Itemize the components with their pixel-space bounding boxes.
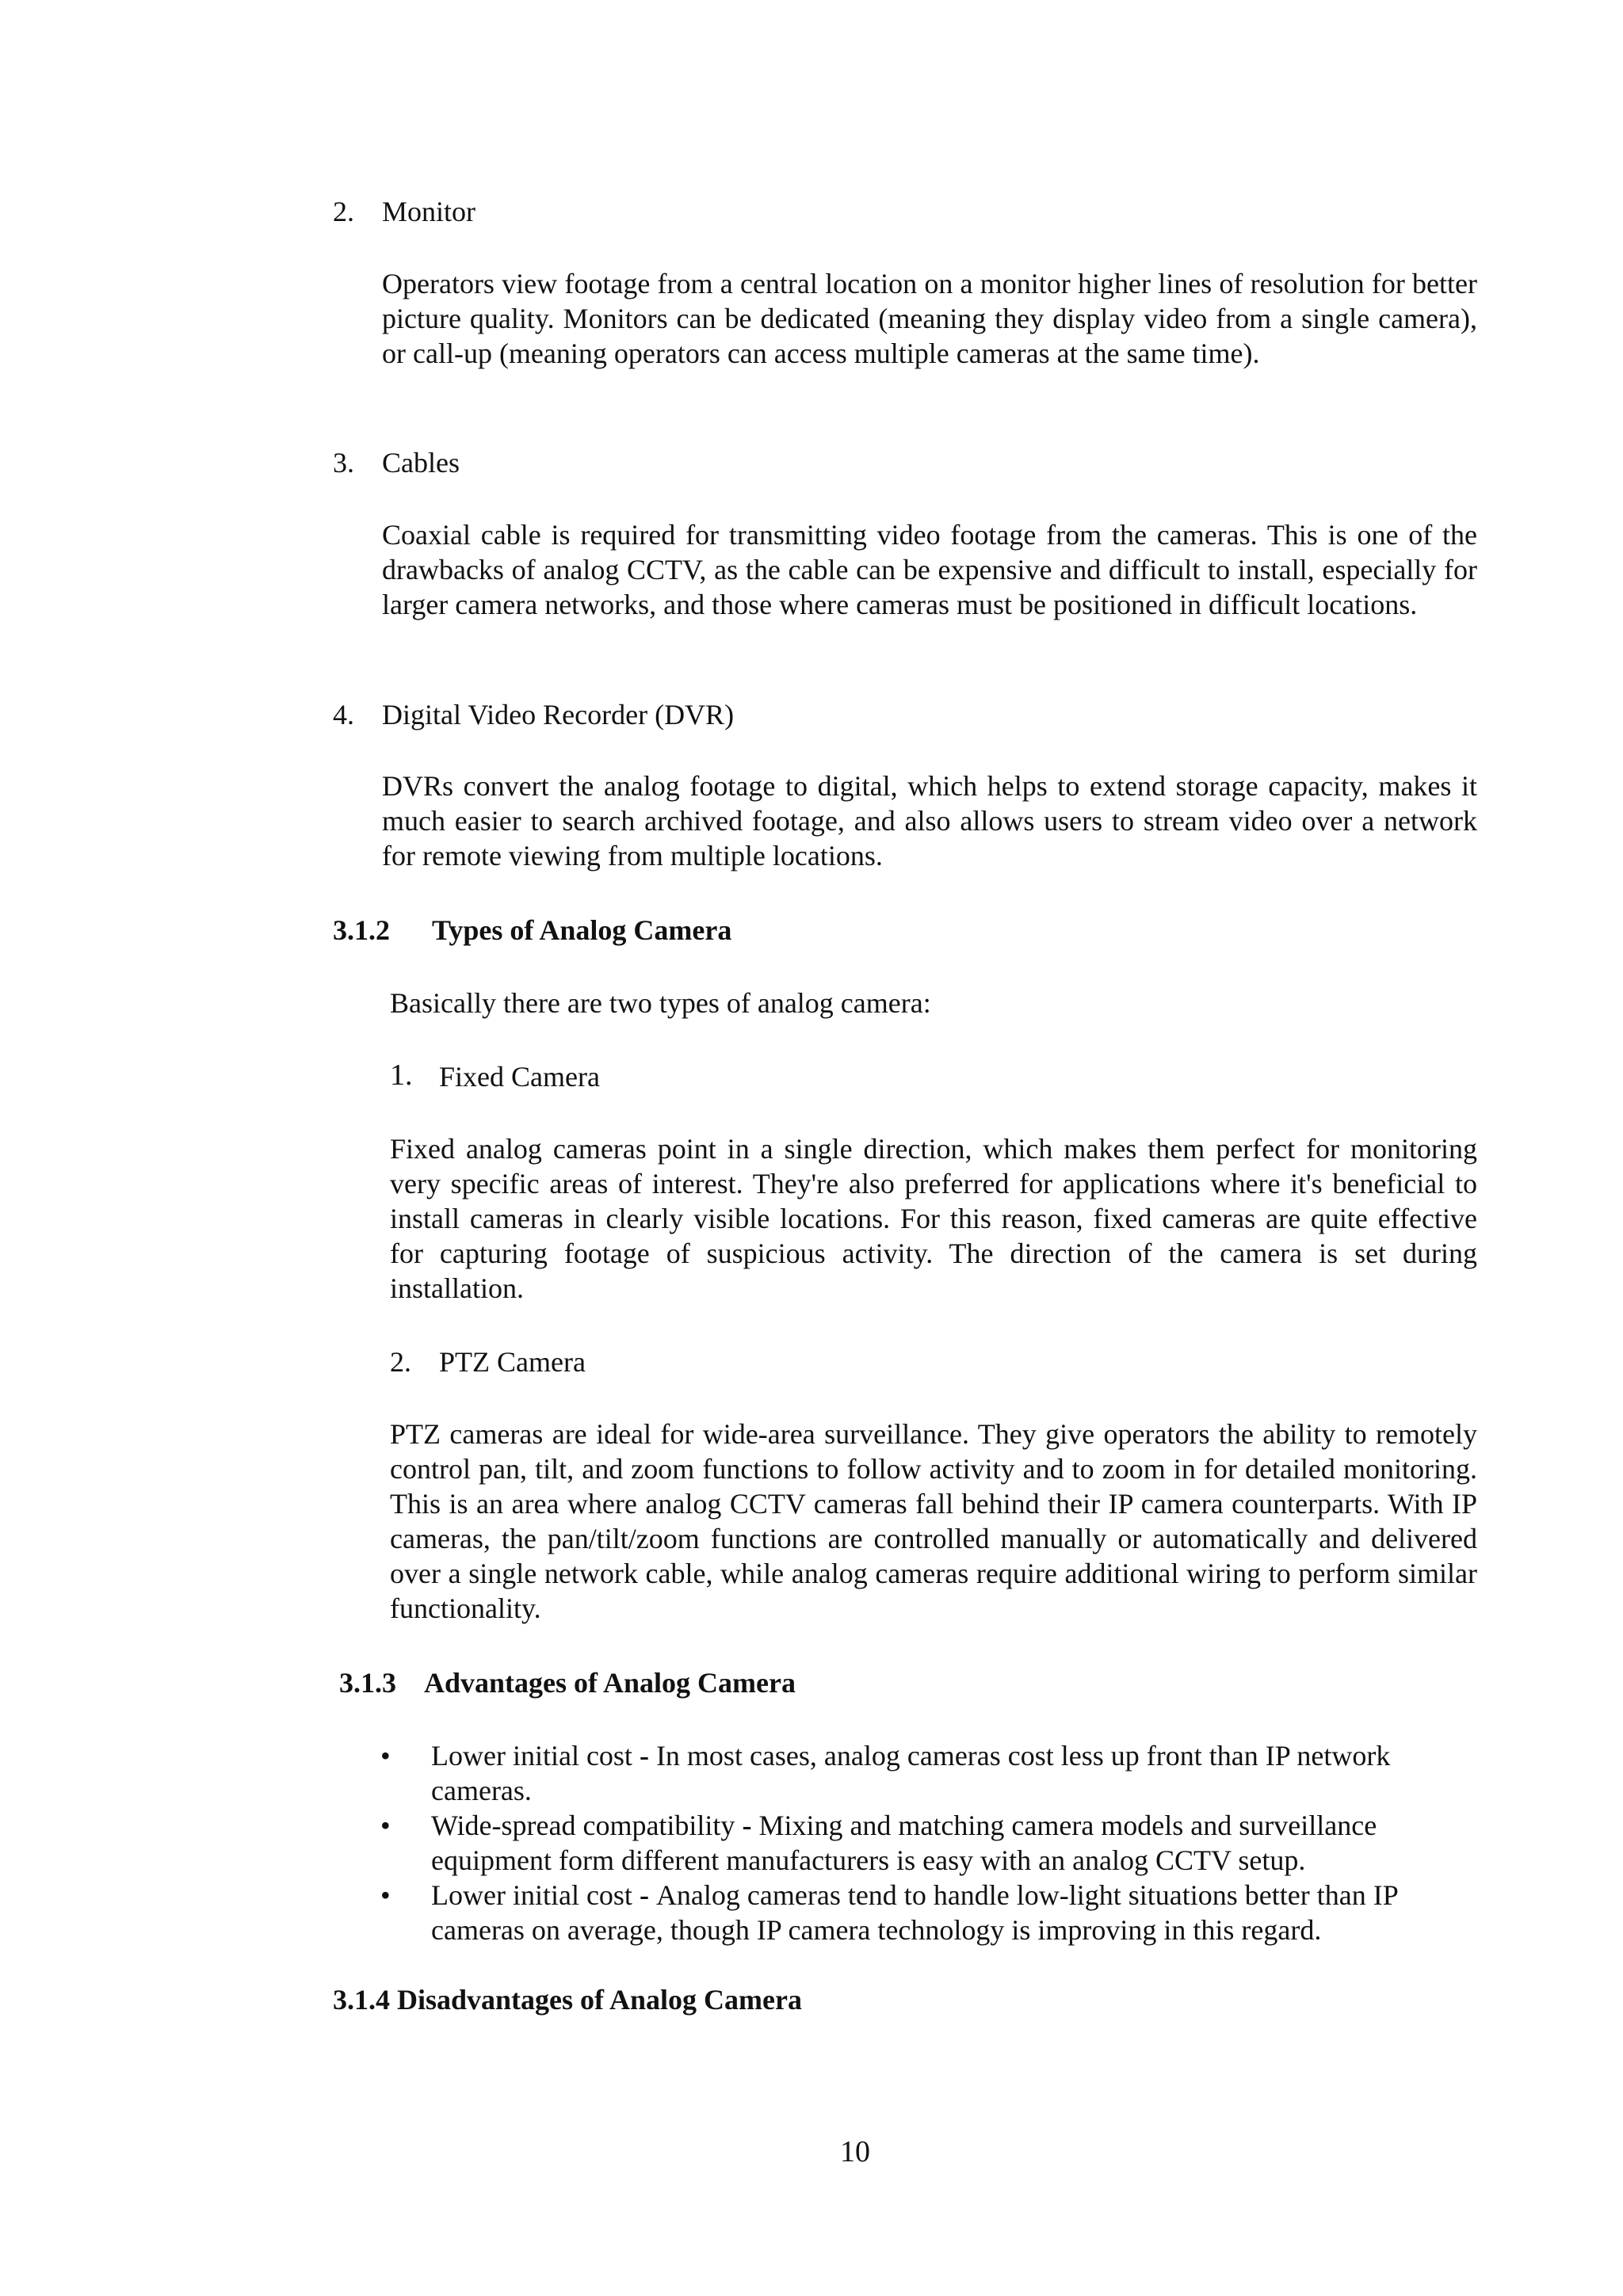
bullet-icon: • xyxy=(380,1810,391,1841)
paragraph: Basically there are two types of analog camera: xyxy=(390,987,931,1019)
bullet-text: Mixing and matching camera models and surveillance equipment form different manufacturers is easy with an analog CCTV setup. xyxy=(431,1810,1377,1876)
list-heading: Fixed Camera xyxy=(439,1061,600,1093)
bullet-icon: • xyxy=(380,1740,391,1772)
bullet-text: In most cases, analog cameras cost less up front than IP network cameras. xyxy=(431,1740,1391,1806)
subsection-heading: 3.1.4 Disadvantages of Analog Camera xyxy=(333,1984,802,2016)
bullet-list xyxy=(380,1738,1490,1947)
section-heading: Cables xyxy=(382,447,460,479)
paragraph: Operators view footage from a central location on a monitor higher lines of resolution for better picture quality. Monitors can be dedicated (meaning they display video from a single camera), or call-up (meaning operators can access multiple cameras at the same time). xyxy=(382,268,1477,369)
page-number: 10 xyxy=(840,2135,870,2168)
bullet-separator: - xyxy=(632,1740,656,1772)
list-item xyxy=(380,1808,1490,1878)
list-number: 4. xyxy=(333,699,354,730)
list-number: 2. xyxy=(390,1346,411,1378)
subsection-heading: Advantages of Analog Camera xyxy=(424,1667,796,1699)
list-heading: PTZ Camera xyxy=(439,1346,586,1378)
bullet-term: Wide-spread compatibility xyxy=(431,1810,735,1841)
paragraph: Coaxial cable is required for transmitting video footage from the cameras. This is one of the drawbacks of analog CCTV, as the cable can be expensive and difficult to install, especially for larger camera networks, and those where cameras must be positioned in difficult locations. xyxy=(382,519,1477,620)
list-item xyxy=(380,1878,1490,1947)
list-number: 3. xyxy=(333,447,354,479)
bullet-term: Lower initial cost xyxy=(431,1879,632,1911)
bullet-separator: - xyxy=(632,1879,656,1911)
paragraph: PTZ cameras are ideal for wide-area surveillance. They give operators the ability to remotely control pan, tilt, and zoom functions to follow activity and to zoom in for detailed monitoring. This is an area where analog CCTV cameras fall behind their IP camera counterparts. With IP cameras, the pan/tilt/zoom functions are controlled manually or automatically and delivered over a single network cable, while analog cameras require additional wiring to perform similar functionality. xyxy=(390,1418,1477,1624)
list-item xyxy=(380,1738,1490,1808)
list-number: 1. xyxy=(390,1058,413,1092)
paragraph: Fixed analog cameras point in a single direction, which makes them perfect for monitoring very specific areas of interest. They're also preferred for applications where it's beneficial to install cameras in clearly visible locations. For this reason, fixed cameras are quite effective for capturing footage of suspicious activity. The direction of the camera is set during installation. xyxy=(390,1133,1477,1304)
list-number: 2. xyxy=(333,196,354,227)
bullet-separator: - xyxy=(735,1810,759,1841)
bullet-term: Lower initial cost xyxy=(431,1740,632,1772)
subsection-heading: Types of Analog Camera xyxy=(432,914,732,946)
subsection-number: 3.1.2 xyxy=(333,914,390,946)
section-heading: Digital Video Recorder (DVR) xyxy=(382,699,735,730)
bullet-text: Analog cameras tend to handle low-light situations better than IP cameras on average, though IP camera technology is improving in this regard. xyxy=(431,1879,1398,1946)
bullet-icon: • xyxy=(380,1879,391,1911)
subsection-number: 3.1.3 xyxy=(339,1667,396,1699)
section-heading: Monitor xyxy=(382,196,476,227)
paragraph: DVRs convert the analog footage to digital, which helps to extend storage capacity, makes it much easier to search archived footage, and also allows users to stream video over a network for remote viewing from multiple locations. xyxy=(382,770,1477,871)
